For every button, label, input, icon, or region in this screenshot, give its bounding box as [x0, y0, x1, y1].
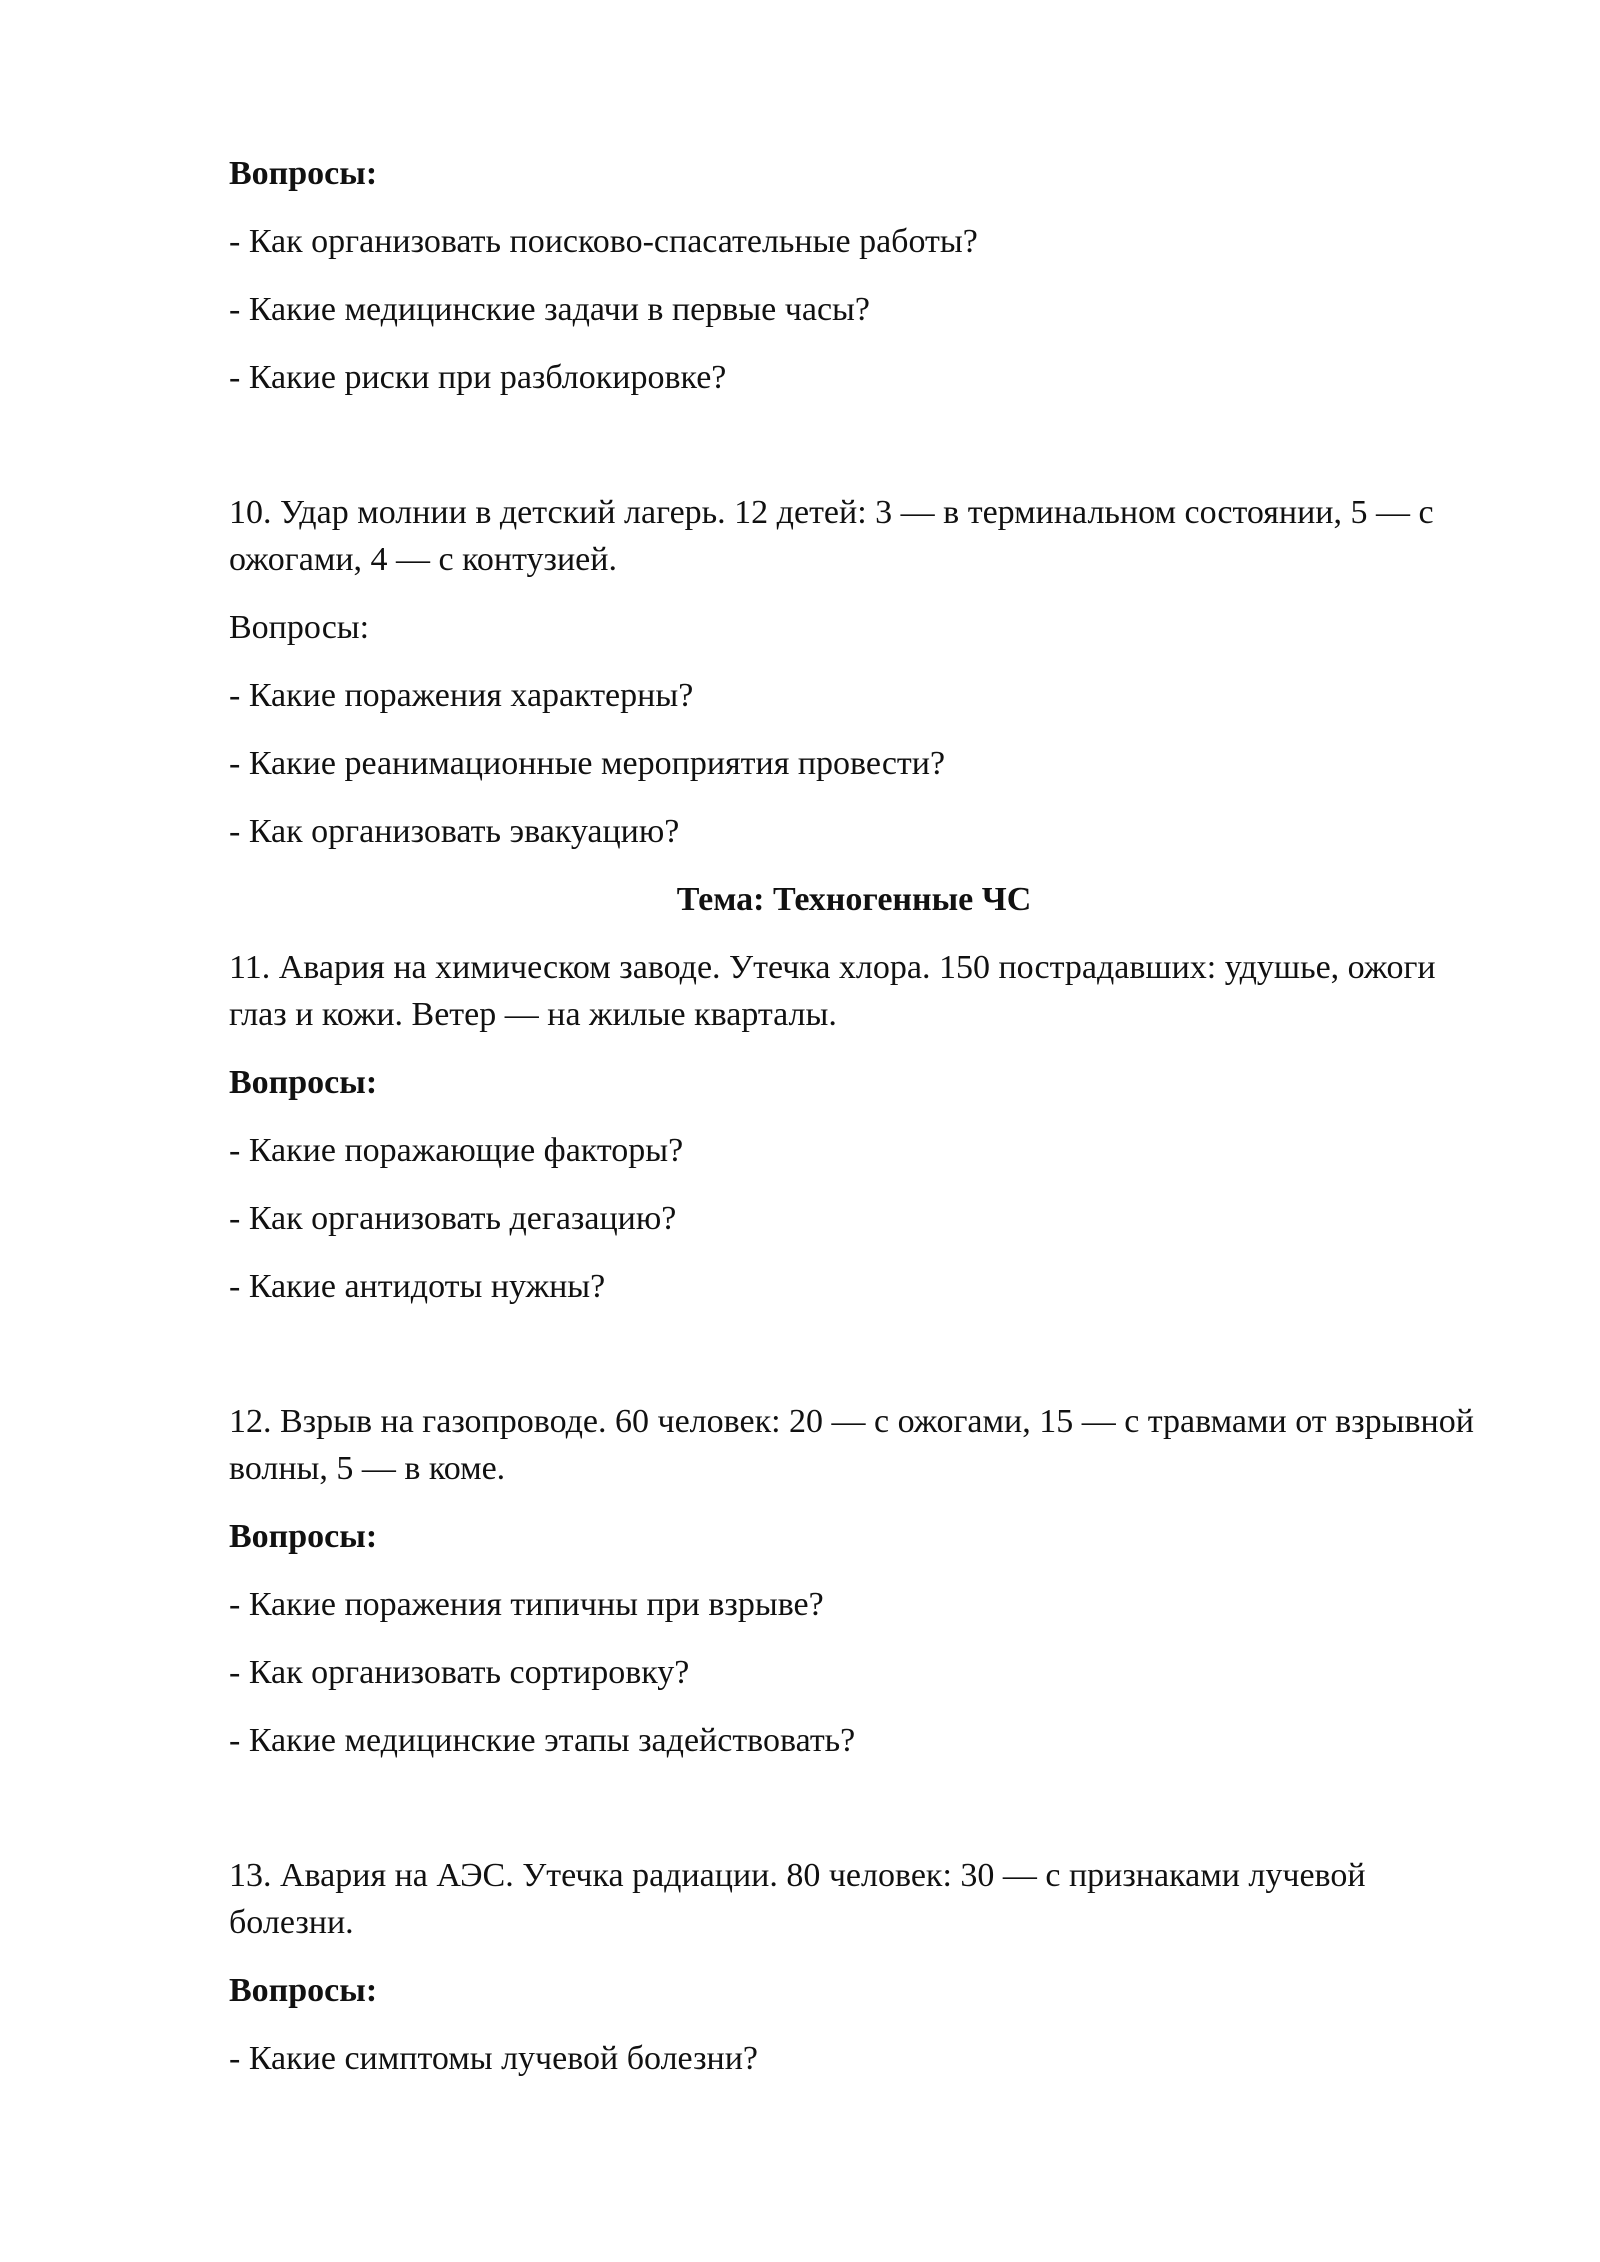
- spacer: [229, 1331, 1479, 1398]
- task-12-text: 12. Взрыв на газопроводе. 60 человек: 20 — с ожогами, 15 — с травмами от взрывной волны, 5 — в коме.: [229, 1403, 1474, 1487]
- questions-heading: Вопросы:: [229, 609, 370, 646]
- spacer: [229, 422, 1479, 489]
- topic-heading: Тема: Техногенные ЧС: [676, 881, 1032, 918]
- questions-heading: Вопросы:: [229, 1972, 378, 2009]
- question-item: - Какие поражения характерны?: [229, 677, 694, 714]
- document-body: [229, 150, 1479, 2103]
- spacer: [229, 1785, 1479, 1852]
- question-item: - Какие поражающие факторы?: [229, 1132, 684, 1169]
- questions-heading: Вопросы:: [229, 1064, 378, 1101]
- question-item: - Какие поражения типичны при взрыве?: [229, 1586, 824, 1623]
- task-11-text: 11. Авария на химическом заводе. Утечка хлора. 150 пострадавших: удушье, ожоги глаз и кожи. Ветер — на жилые кварталы.: [229, 949, 1436, 1033]
- questions-heading: Вопросы:: [229, 1518, 378, 1555]
- question-item: - Какие симптомы лучевой болезни?: [229, 2040, 758, 2077]
- question-item: - Какие антидоты нужны?: [229, 1268, 606, 1305]
- task-13-text: 13. Авария на АЭС. Утечка радиации. 80 человек: 30 — с признаками лучевой болезни.: [229, 1857, 1366, 1941]
- task-10-text: 10. Удар молнии в детский лагерь. 12 детей: 3 — в терминальном состоянии, 5 — с ожогами, 4 — с контузией.: [229, 494, 1434, 578]
- question-item: - Как организовать эвакуацию?: [229, 813, 680, 850]
- question-item: - Как организовать поисково-спасательные работы?: [229, 223, 978, 260]
- question-item: - Какие риски при разблокировке?: [229, 359, 727, 396]
- questions-heading: Вопросы:: [229, 155, 378, 192]
- question-item: - Какие медицинские задачи в первые часы?: [229, 291, 870, 328]
- question-item: - Как организовать сортировку?: [229, 1654, 690, 1691]
- question-item: - Какие медицинские этапы задействовать?: [229, 1722, 856, 1759]
- question-item: - Какие реанимационные мероприятия провести?: [229, 745, 946, 782]
- question-item: - Как организовать дегазацию?: [229, 1200, 677, 1237]
